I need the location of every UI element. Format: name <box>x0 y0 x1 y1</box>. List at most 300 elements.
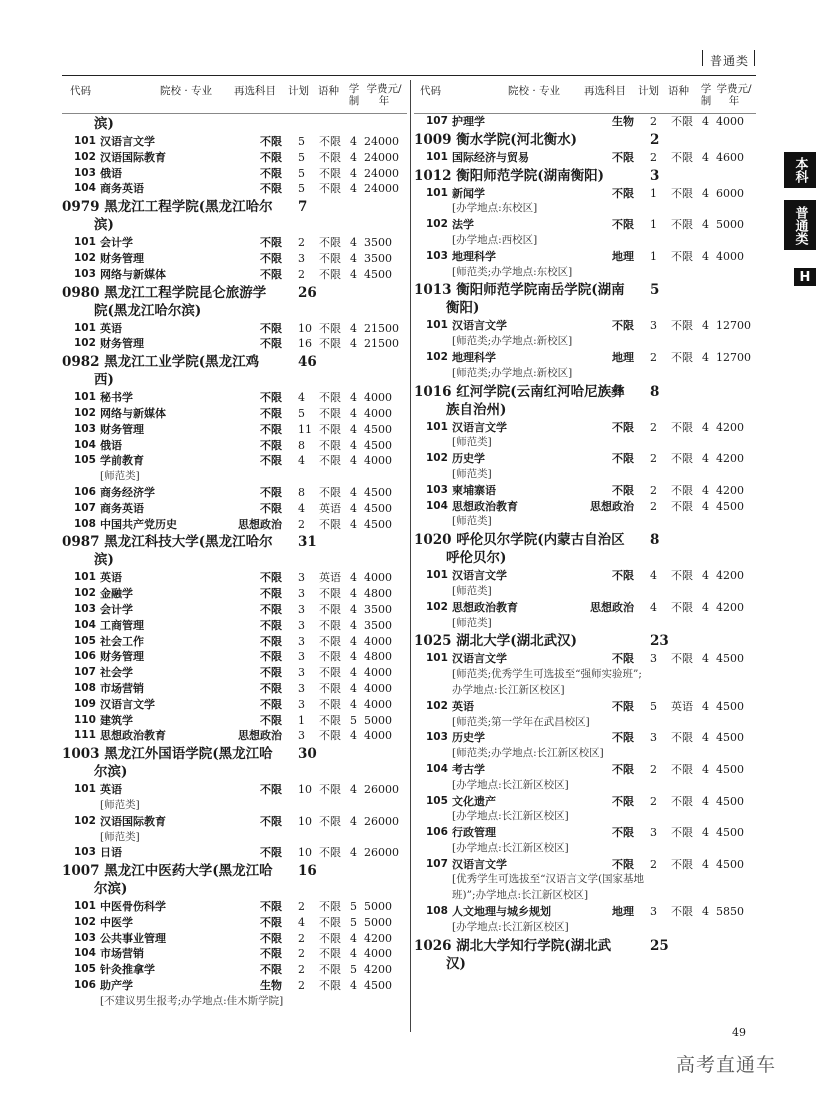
subject-requirement: 不限 <box>612 483 634 497</box>
subject-requirement: 思想政治 <box>238 729 282 743</box>
major-name: 网络与新媒体 <box>100 406 166 420</box>
tuition-fee: 4500 <box>364 517 392 531</box>
major-code: 108 <box>74 517 96 530</box>
plan-count: 2 <box>650 150 657 164</box>
language: 不限 <box>319 979 341 993</box>
major-code: 106 <box>74 485 96 498</box>
major-note: [师范类;第一学年在武昌校区] <box>452 715 590 728</box>
plan-count: 5 <box>298 406 305 420</box>
school-name: 1013 衡阳师范学院南岳学院(湖南 <box>414 282 625 299</box>
subject-requirement: 不限 <box>260 666 282 680</box>
language: 不限 <box>671 569 693 583</box>
tuition-fee: 4500 <box>716 794 744 808</box>
tuition-fee: 4000 <box>364 634 392 648</box>
tuition-fee: 4500 <box>716 699 744 713</box>
years: 4 <box>350 182 357 196</box>
language: 不限 <box>319 634 341 648</box>
school-plan-total: 3 <box>650 167 660 184</box>
major-name: 英语 <box>452 699 474 713</box>
plan-count: 3 <box>298 587 305 601</box>
language: 不限 <box>319 391 341 405</box>
subject-requirement: 不限 <box>260 697 282 711</box>
years: 5 <box>350 963 357 977</box>
plan-count: 2 <box>298 267 305 281</box>
tuition-fee: 4600 <box>716 150 744 164</box>
language: 不限 <box>671 731 693 745</box>
table-row <box>62 713 407 729</box>
plan-count: 3 <box>298 681 305 695</box>
table-row <box>414 499 759 515</box>
tuition-fee: 4200 <box>716 420 744 434</box>
major-code: 101 <box>74 571 96 584</box>
subject-requirement: 不限 <box>260 422 282 436</box>
school-heading <box>414 937 759 973</box>
plan-count: 5 <box>298 166 305 180</box>
major-name: 财务管理 <box>100 650 144 664</box>
subject-requirement: 不限 <box>612 762 634 776</box>
years: 5 <box>350 900 357 914</box>
school-name-continued: 族自治州) <box>446 401 507 418</box>
major-code: 102 <box>74 337 96 350</box>
subject-requirement: 不限 <box>260 963 282 977</box>
plan-count: 1 <box>650 249 657 263</box>
major-note: [师范类] <box>100 798 140 811</box>
years: 5 <box>350 713 357 727</box>
school-name: 0979 黑龙江工程学院(黑龙江哈尔 <box>62 199 273 216</box>
major-code: 101 <box>426 319 448 332</box>
years: 4 <box>350 814 357 828</box>
section-label-right-bar <box>754 50 755 66</box>
language: 不限 <box>319 406 341 420</box>
years: 4 <box>350 571 357 585</box>
school-plan-total: 46 <box>298 354 317 371</box>
page-number: 49 <box>732 1026 746 1039</box>
major-name: 汉语国际教育 <box>100 150 166 164</box>
language: 不限 <box>671 420 693 434</box>
major-code: 108 <box>426 905 448 918</box>
subject-requirement: 不限 <box>612 731 634 745</box>
years: 4 <box>350 931 357 945</box>
years: 4 <box>702 115 709 128</box>
tuition-fee: 5000 <box>364 713 392 727</box>
language: 不限 <box>319 697 341 711</box>
tuition-fee: 26000 <box>364 846 399 860</box>
major-name: 建筑学 <box>100 713 133 727</box>
major-name: 汉语言文学 <box>452 420 507 434</box>
major-name: 地理科学 <box>452 350 496 364</box>
plan-count: 1 <box>298 713 305 727</box>
major-code: 101 <box>426 150 448 163</box>
plan-count: 2 <box>298 963 305 977</box>
years: 4 <box>350 454 357 468</box>
school-heading <box>414 167 759 185</box>
language: 不限 <box>671 319 693 333</box>
subject-requirement: 不限 <box>612 857 634 871</box>
tuition-fee: 26000 <box>364 814 399 828</box>
tuition-fee: 12700 <box>716 319 751 333</box>
table-row <box>62 814 407 830</box>
major-name: 商务经济学 <box>100 485 155 499</box>
major-name: 汉语国际教育 <box>100 814 166 828</box>
years: 4 <box>350 135 357 148</box>
tuition-fee: 4500 <box>716 826 744 840</box>
school-plan-total: 8 <box>650 383 660 400</box>
language: 不限 <box>671 115 693 128</box>
table-row <box>414 483 759 499</box>
tuition-fee: 4500 <box>364 422 392 436</box>
major-name: 针灸推拿学 <box>100 963 155 977</box>
table-row <box>62 665 407 681</box>
tuition-fee: 4500 <box>364 979 392 993</box>
school-name: 1026 湖北大学知行学院(湖北武 <box>414 937 612 954</box>
school-heading <box>414 632 759 650</box>
major-name: 中医学 <box>100 915 133 929</box>
table-row <box>62 681 407 697</box>
years: 4 <box>702 857 709 871</box>
header-subject: 再选科目 <box>234 85 276 97</box>
subject-requirement: 地理 <box>612 905 634 919</box>
plan-count: 3 <box>298 729 305 743</box>
major-name: 网络与新媒体 <box>100 267 166 281</box>
major-code: 104 <box>426 499 448 512</box>
plan-count: 2 <box>650 794 657 808</box>
years: 4 <box>702 319 709 333</box>
plan-count: 3 <box>650 319 657 333</box>
header-fee: 学费元/年 <box>366 83 402 107</box>
years: 4 <box>350 337 357 351</box>
school-heading <box>414 383 759 419</box>
plan-count: 2 <box>298 517 305 531</box>
header-code: 代码 <box>420 85 441 97</box>
subject-requirement: 不限 <box>612 420 634 434</box>
language: 不限 <box>319 947 341 961</box>
table-row <box>62 602 407 618</box>
years: 4 <box>702 350 709 364</box>
years: 4 <box>350 391 357 405</box>
plan-count: 5 <box>298 182 305 196</box>
plan-count: 3 <box>298 602 305 616</box>
subject-requirement: 地理 <box>612 350 634 364</box>
table-row <box>62 438 407 454</box>
side-tab-undergrad: 本科 <box>784 152 816 188</box>
school-name: 1003 黑龙江外国语学院(黑龙江哈 <box>62 746 273 763</box>
years: 4 <box>702 600 709 614</box>
language: 不限 <box>319 485 341 499</box>
years: 4 <box>702 905 709 919</box>
plan-count: 5 <box>298 135 305 148</box>
years: 4 <box>350 236 357 250</box>
major-note: [办学地点:长江新区校区] <box>452 920 569 933</box>
tuition-fee: 4500 <box>716 499 744 513</box>
major-note: [师范类] <box>100 830 140 843</box>
language: 不限 <box>319 251 341 265</box>
major-name: 考古学 <box>452 762 485 776</box>
language: 不限 <box>319 666 341 680</box>
language: 不限 <box>319 783 341 797</box>
major-name: 新闻学 <box>452 186 485 200</box>
table-row <box>62 697 407 713</box>
major-name: 人文地理与城乡规划 <box>452 905 551 919</box>
table-row <box>62 134 407 150</box>
table-row <box>414 600 759 616</box>
plan-count: 2 <box>298 931 305 945</box>
language: 不限 <box>671 186 693 200</box>
school-name-continued: 滨) <box>94 116 114 132</box>
table-row <box>62 321 407 337</box>
major-note: [师范类;优秀学生可选拔至“强师实验班”;办学地点:长江新区校区] <box>452 668 642 696</box>
subject-requirement: 不限 <box>260 602 282 616</box>
years: 4 <box>702 826 709 840</box>
major-name: 财务管理 <box>100 251 144 265</box>
subject-requirement: 不限 <box>260 681 282 695</box>
school-heading <box>414 281 759 317</box>
language: 不限 <box>319 729 341 743</box>
major-code: 103 <box>74 602 96 615</box>
subject-requirement: 不限 <box>612 652 634 666</box>
subject-requirement: 不限 <box>260 251 282 265</box>
major-code: 107 <box>74 501 96 514</box>
school-name-continued: 滨) <box>94 552 114 569</box>
plan-count: 10 <box>298 321 312 335</box>
plan-count: 3 <box>298 697 305 711</box>
language: 不限 <box>319 618 341 632</box>
tuition-fee: 3500 <box>364 251 392 265</box>
tuition-fee: 12700 <box>716 350 751 364</box>
major-name: 行政管理 <box>452 826 496 840</box>
tuition-fee: 5000 <box>716 218 744 232</box>
header-fee: 学费元/年 <box>716 83 752 107</box>
language: 不限 <box>319 931 341 945</box>
table-row <box>414 762 759 778</box>
major-name: 财务管理 <box>100 422 144 436</box>
school-name: 1025 湖北大学(湖北武汉) <box>414 633 578 650</box>
right-rows <box>414 114 759 973</box>
subject-requirement: 不限 <box>260 915 282 929</box>
major-code: 105 <box>74 963 96 976</box>
years: 4 <box>702 499 709 513</box>
plan-count: 10 <box>298 814 312 828</box>
major-code: 101 <box>74 135 96 147</box>
plan-count: 2 <box>650 115 657 128</box>
tuition-fee: 24000 <box>364 135 399 148</box>
school-heading <box>62 862 407 898</box>
plan-count: 4 <box>298 915 305 929</box>
major-name: 商务英语 <box>100 501 144 515</box>
table-row <box>414 249 759 265</box>
subject-requirement: 不限 <box>260 150 282 164</box>
table-row <box>62 586 407 602</box>
major-name: 历史学 <box>452 452 485 466</box>
table-row <box>62 931 407 947</box>
school-name: 1012 衡阳师范学院(湖南衡阳) <box>414 167 605 184</box>
major-note: [师范类] <box>100 470 140 483</box>
table-row <box>62 845 407 861</box>
major-code: 103 <box>74 166 96 179</box>
school-plan-total: 5 <box>650 282 660 299</box>
school-name: 1020 呼伦贝尔学院(内蒙古自治区 <box>414 532 625 549</box>
subject-requirement: 不限 <box>260 814 282 828</box>
tuition-fee: 4500 <box>716 857 744 871</box>
table-row <box>62 634 407 650</box>
school-plan-total: 8 <box>650 532 660 549</box>
tuition-fee: 5000 <box>364 900 392 914</box>
major-code: 107 <box>426 857 448 870</box>
major-code: 102 <box>426 600 448 613</box>
right-column <box>414 80 759 974</box>
plan-count: 1 <box>650 218 657 232</box>
language: 不限 <box>319 438 341 452</box>
years: 4 <box>350 666 357 680</box>
language: 不限 <box>319 150 341 164</box>
subject-requirement: 不限 <box>612 699 634 713</box>
subject-requirement: 不限 <box>260 166 282 180</box>
major-code: 103 <box>426 483 448 496</box>
major-code: 102 <box>74 814 96 827</box>
tuition-fee: 4500 <box>716 731 744 745</box>
tuition-fee: 4500 <box>364 501 392 515</box>
table-row <box>414 904 759 920</box>
language: 不限 <box>319 135 341 148</box>
tuition-fee: 4200 <box>364 931 392 945</box>
tuition-fee: 21500 <box>364 321 399 335</box>
header-years: 学制 <box>348 83 360 107</box>
table-row <box>62 336 407 352</box>
table-row <box>62 422 407 438</box>
table-row <box>62 782 407 798</box>
major-name: 英语 <box>100 783 122 797</box>
language: 不限 <box>671 905 693 919</box>
major-name: 俄语 <box>100 166 122 180</box>
subject-requirement: 不限 <box>260 438 282 452</box>
major-name: 历史学 <box>452 731 485 745</box>
years: 4 <box>350 846 357 860</box>
header-school-major: 院校 · 专业 <box>160 85 213 97</box>
major-name: 中国共产党历史 <box>100 517 177 531</box>
years: 4 <box>350 729 357 743</box>
language: 不限 <box>319 963 341 977</box>
major-code: 108 <box>74 681 96 694</box>
subject-requirement: 不限 <box>612 218 634 232</box>
school-name-continued: 西) <box>94 372 114 389</box>
table-row <box>62 728 407 744</box>
language: 不限 <box>319 267 341 281</box>
tuition-fee: 4000 <box>364 406 392 420</box>
years: 4 <box>702 249 709 263</box>
language: 不限 <box>319 587 341 601</box>
plan-count: 10 <box>298 846 312 860</box>
plan-count: 2 <box>650 350 657 364</box>
plan-count: 2 <box>650 452 657 466</box>
school-plan-total: 23 <box>650 633 669 650</box>
tuition-fee: 3500 <box>364 602 392 616</box>
language: 不限 <box>671 218 693 232</box>
major-name: 法学 <box>452 218 474 232</box>
subject-requirement: 思想政治 <box>238 517 282 531</box>
major-name: 社会学 <box>100 666 133 680</box>
school-heading <box>62 198 407 234</box>
watermark: 高考直通车 <box>676 1054 777 1076</box>
major-name: 商务英语 <box>100 182 144 196</box>
school-plan-total: 16 <box>298 863 317 880</box>
table-row <box>62 501 407 517</box>
table-row <box>414 568 759 584</box>
major-name: 中医骨伤科学 <box>100 900 166 914</box>
school-name-continued: 汉) <box>446 955 466 972</box>
plan-count: 8 <box>298 485 305 499</box>
major-code: 102 <box>426 699 448 712</box>
plan-count: 2 <box>298 900 305 914</box>
language: 不限 <box>319 422 341 436</box>
language: 不限 <box>671 483 693 497</box>
header-lang: 语种 <box>318 85 339 97</box>
major-code: 107 <box>426 115 448 127</box>
years: 4 <box>350 267 357 281</box>
subject-requirement: 不限 <box>260 391 282 405</box>
tuition-fee: 4200 <box>364 963 392 977</box>
major-code: 104 <box>74 618 96 631</box>
subject-requirement: 不限 <box>260 182 282 196</box>
table-row <box>414 150 759 166</box>
years: 4 <box>702 186 709 200</box>
major-code: 105 <box>426 794 448 807</box>
major-name: 秘书学 <box>100 391 133 405</box>
years: 4 <box>350 422 357 436</box>
table-row <box>414 114 759 130</box>
header-code: 代码 <box>70 85 91 97</box>
school-plan-total: 26 <box>298 284 317 301</box>
plan-count: 3 <box>298 251 305 265</box>
subject-requirement: 不限 <box>260 713 282 727</box>
plan-count: 1 <box>650 186 657 200</box>
plan-count: 2 <box>298 236 305 250</box>
tuition-fee: 4200 <box>716 452 744 466</box>
major-note: [师范类] <box>452 515 492 528</box>
tuition-fee: 3500 <box>364 618 392 632</box>
header-years: 学制 <box>700 83 712 107</box>
language: 英语 <box>319 571 341 585</box>
school-heading <box>62 533 407 569</box>
subject-requirement: 不限 <box>260 454 282 468</box>
tuition-fee: 4500 <box>716 762 744 776</box>
major-name: 文化遗产 <box>452 794 496 808</box>
section-label: 普通类 <box>710 54 750 68</box>
major-note: [办学地点:长江新区校区] <box>452 778 569 791</box>
table-row <box>62 946 407 962</box>
major-code: 101 <box>426 186 448 199</box>
school-name-continued: 尔滨) <box>94 764 128 781</box>
subject-requirement: 不限 <box>612 826 634 840</box>
tuition-fee: 4000 <box>364 947 392 961</box>
years: 4 <box>350 150 357 164</box>
plan-count: 2 <box>298 947 305 961</box>
major-name: 柬埔寨语 <box>452 483 496 497</box>
subject-requirement: 不限 <box>260 783 282 797</box>
subject-requirement: 不限 <box>260 947 282 961</box>
table-row <box>414 318 759 334</box>
table-row <box>62 915 407 931</box>
table-row <box>62 570 407 586</box>
major-name: 会计学 <box>100 236 133 250</box>
major-name: 财务管理 <box>100 337 144 351</box>
school-name: 0987 黑龙江科技大学(黑龙江哈尔 <box>62 534 273 551</box>
left-rows <box>62 115 407 1010</box>
header-subject: 再选科目 <box>584 85 626 97</box>
tuition-fee: 4000 <box>364 729 392 743</box>
plan-count: 5 <box>650 699 657 713</box>
table-row <box>62 166 407 182</box>
plan-count: 3 <box>650 731 657 745</box>
major-note: [师范类] <box>452 616 492 629</box>
